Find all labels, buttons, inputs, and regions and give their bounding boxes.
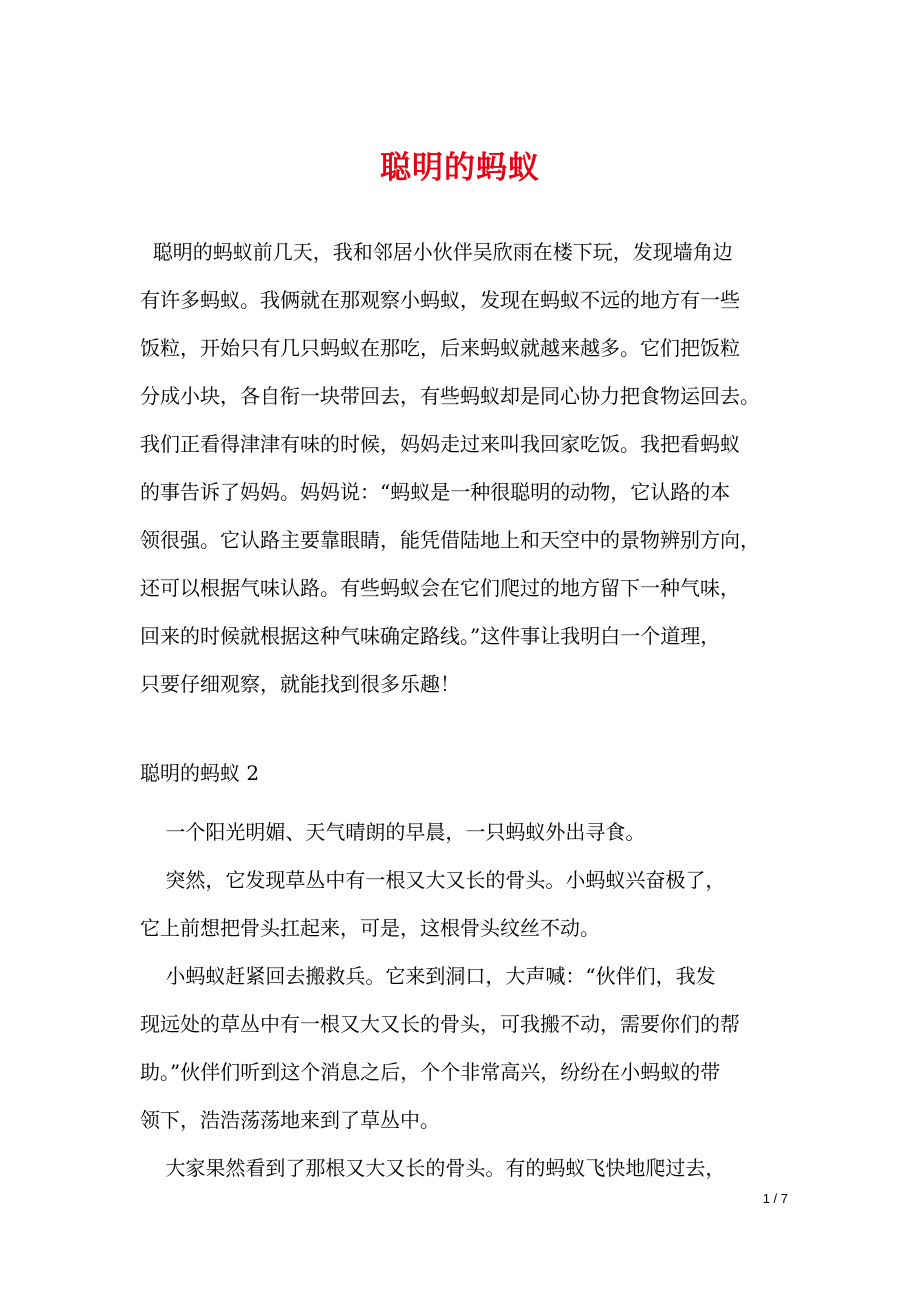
section-subheading: 聪明的蚂蚁 2 <box>140 761 260 785</box>
paragraph-line: 突然，它发现草丛中有一根又大又长的骨头。小蚂蚁兴奋极了， <box>140 868 726 892</box>
paragraph-line: 小蚂蚁赶紧回去搬救兵。它来到洞口，大声喊：“伙伴们，我发 <box>140 964 716 988</box>
document-title: 聪明的蚂蚁 <box>380 150 540 186</box>
paragraph-line: 分成小块，各自衔一块带回去，有些蚂蚁却是同心协力把食物运回去。 <box>140 384 760 408</box>
paragraph-line: 聪明的蚂蚁前几天，我和邻居小伙伴吴欣雨在楼下玩，发现墙角边 <box>140 240 733 264</box>
paragraph-1 <box>140 228 788 708</box>
paragraph-line: 大家果然看到了那根又大又长的骨头。有的蚂蚁飞快地爬过去， <box>140 1156 726 1180</box>
paragraph-line: 领很强。它认路主要靠眼睛，能凭借陆地上和天空中的景物辨别方向， <box>140 528 760 552</box>
paragraph-line: 领下，浩浩荡荡地来到了草丛中。 <box>140 1108 440 1132</box>
paragraph-line: 它上前想把骨头扛起来，可是，这根骨头纹丝不动。 <box>140 916 600 940</box>
paragraph-line: 助。”伙伴们听到这个消息之后，个个非常高兴，纷纷在小蚂蚁的带 <box>140 1060 721 1084</box>
paragraph-line: 还可以根据气味认路。有些蚂蚁会在它们爬过的地方留下一种气味， <box>140 576 740 600</box>
paragraph-line: 回来的时候就根据这种气味确定路线。”这件事让我明白一个道理， <box>140 624 721 648</box>
paragraph-2 <box>140 808 788 1192</box>
paragraph-line: 饭粒，开始只有几只蚂蚁在那吃，后来蚂蚁就越来越多。它们把饭粒 <box>140 336 740 360</box>
paragraph-line: 一个阳光明媚、天气晴朗的早晨，一只蚂蚁外出寻食。 <box>140 820 646 844</box>
paragraph-line: 只要仔细观察，就能找到很多乐趣！ <box>140 672 460 696</box>
paragraph-line: 的事告诉了妈妈。妈妈说：“蚂蚁是一种很聪明的动物，它认路的本 <box>140 480 731 504</box>
paragraph-line: 有许多蚂蚁。我俩就在那观察小蚂蚁，发现在蚂蚁不远的地方有一些 <box>140 288 740 312</box>
paragraph-line: 现远处的草丛中有一根又大又长的骨头，可我搬不动，需要你们的帮 <box>140 1012 740 1036</box>
paragraph-line: 我们正看得津津有味的时候，妈妈走过来叫我回家吃饭。我把看蚂蚁 <box>140 432 740 456</box>
page-number: 1 / 7 <box>762 1191 788 1206</box>
